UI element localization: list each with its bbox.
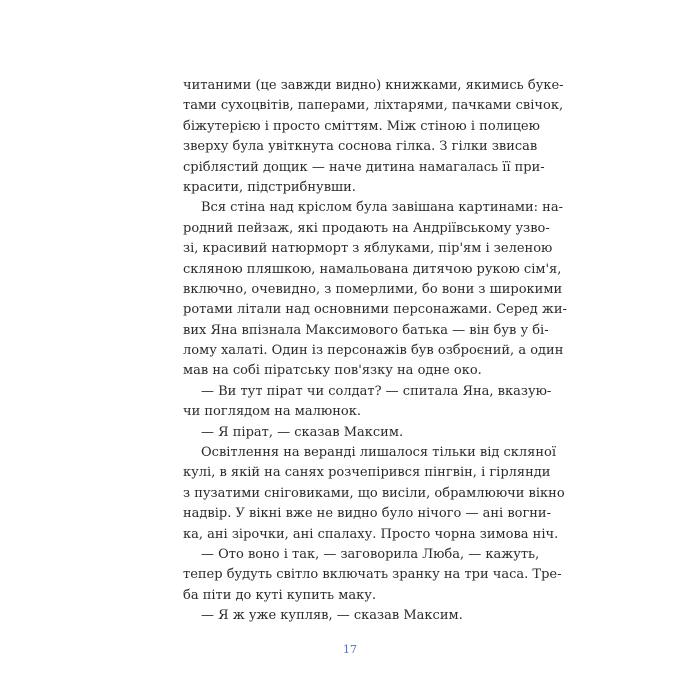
- text-line: родний пейзаж, які продають на Андріївському узво-: [183, 220, 550, 236]
- text-line: чи поглядом на малюнок.: [183, 404, 361, 420]
- page-number: 17: [343, 643, 357, 656]
- text-line: — Я пірат, — сказав Максим.: [201, 424, 404, 440]
- text-line: читаними (це завжди видно) книжками, якимись буке-: [183, 78, 564, 93]
- text-line: Освітлення на веранді лишалося тільки від скляної: [201, 445, 557, 461]
- text-line: лому халаті. Один із персонажів був озброєний, а один: [183, 343, 564, 359]
- text-line: з пузатими сніговиками, що висіли, обрамлюючи вікно: [183, 485, 565, 501]
- text-line: ка, ані зірочки, ані спалаху. Просто чорна зимова ніч.: [183, 526, 559, 542]
- text-line: зі, красивий натюрморт з яблуками, пір'ям і зеленою: [183, 241, 553, 257]
- text-line: мав на собі піратську пов'язку на одне око.: [183, 363, 482, 379]
- body-text: [183, 76, 567, 627]
- text-line: — Ви тут пірат чи солдат? — спитала Яна, вказую-: [201, 383, 552, 399]
- text-line: тами сухоцвітів, паперами, ліхтарями, пачками свічок,: [183, 98, 564, 114]
- text-line: сріблястий дощик — наче дитина намагалась її при-: [183, 159, 545, 175]
- text-line: біжутерією і просто сміттям. Між стіною і полицею: [183, 118, 540, 134]
- text-line: вих Яна впізнала Максимового батька — він був у бі-: [183, 322, 549, 338]
- text-line: тепер будуть світло включать зранку на три часа. Тре-: [183, 567, 562, 583]
- text-line: включно, очевидно, з померлими, бо вони з широкими: [183, 281, 563, 297]
- text-line: скляною пляшкою, намальована дитячою рукою сім'я,: [183, 261, 562, 277]
- text-line: надвір. У вікні вже не видно було нічого — ані вогни-: [183, 506, 551, 522]
- text-line: — Я ж уже купляв, — сказав Максим.: [201, 608, 463, 624]
- text-line: зверху була увіткнута соснова гілка. З гілки звисав: [183, 139, 538, 155]
- text-line: Вся стіна над кріслом була завішана картинами: на-: [201, 200, 563, 216]
- text-line: красити, підстрибнувши.: [183, 179, 356, 195]
- text-line: кулі, в якій на санях розчепірився пінгвін, і гірлянди: [183, 465, 551, 481]
- text-line: ба піти до куті купить маку.: [183, 587, 377, 603]
- text-line: ротами літали над основними персонажами. Серед жи-: [183, 302, 567, 318]
- text-line: — Ото воно і так, — заговорила Люба, — кажуть,: [201, 546, 540, 562]
